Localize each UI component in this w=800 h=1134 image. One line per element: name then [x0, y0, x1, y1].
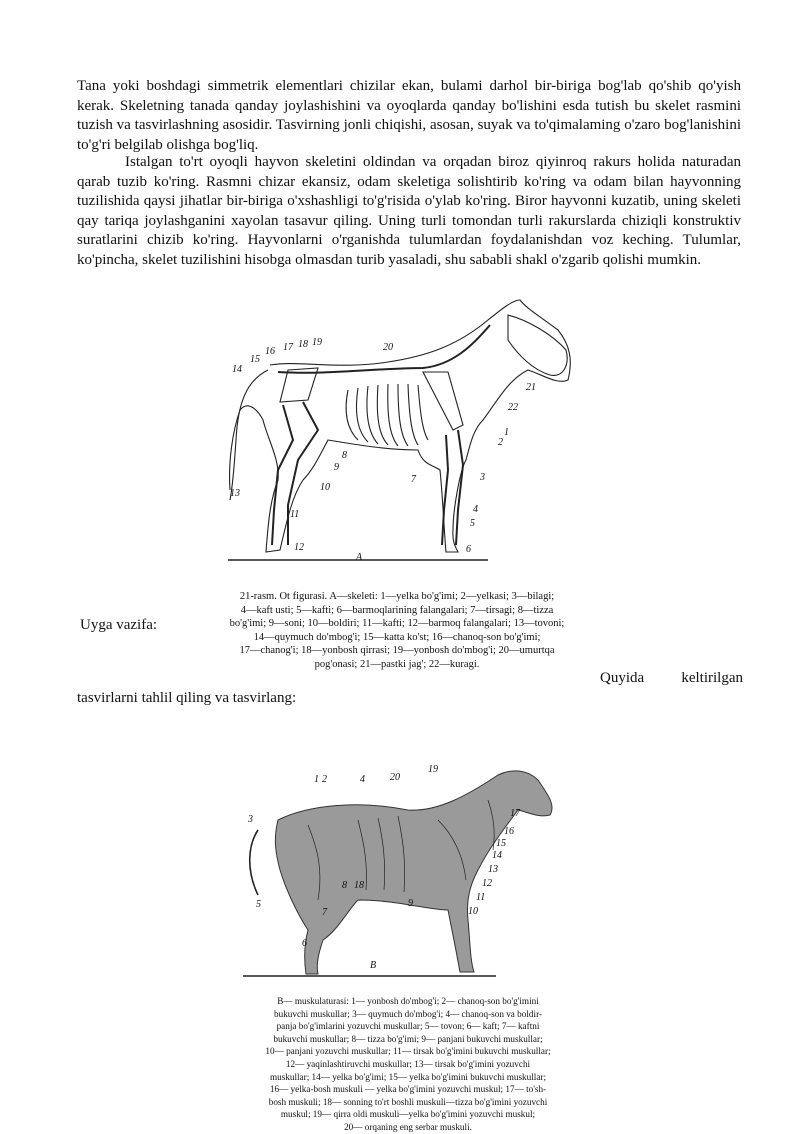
- fig-a-label-12: 12: [294, 542, 304, 553]
- fig-a-label-2: 2: [498, 437, 503, 448]
- fig-a-caption-line: bo'g'imi; 9—soni; 10—boldiri; 11—kafti; 12—barmoq falangalari; 13—tovoni;: [229, 618, 565, 630]
- fig-a-label-7: 7: [411, 474, 416, 485]
- fig-a-label-19: 19: [312, 337, 322, 348]
- fig-a-label-4: 4: [473, 504, 478, 515]
- fig-b-label-11: 11: [476, 892, 486, 903]
- fig-a-label-1: 1: [504, 427, 509, 438]
- fig-b-caption-line: B— muskulaturasi: 1— yonbosh do'mbog'i; 2— chanoq-son bo'g'imini: [277, 996, 539, 1006]
- fig-a-label-8: 8: [342, 450, 347, 461]
- fig-a-label-21: 21: [526, 382, 536, 393]
- fig-b-caption-line: bosh muskuli; 18— sonning to'rt boshli muskuli—tizza bo'g'imini yozuvchi: [268, 1096, 548, 1107]
- fig-b-label-2: 2: [322, 774, 327, 785]
- fig-b-label-13: 13: [488, 864, 498, 875]
- fig-a-label-17: 17: [283, 342, 293, 353]
- fig-a-label-10: 10: [320, 482, 330, 493]
- fig-a-caption-line: pog'onasi; 21—pastki jag'; 22—kuragi.: [314, 658, 480, 670]
- fig-b-label-4: 4: [360, 774, 365, 785]
- fig-a-label-18: 18: [298, 339, 308, 350]
- homework-word: Quyida: [600, 670, 645, 686]
- fig-b-label-7: 7: [322, 907, 327, 918]
- fig-b-label-1: 1: [314, 774, 319, 785]
- fig-a-label-14: 14: [232, 364, 242, 375]
- fig-b-caption-line: 12— yaqinlashtiruvchi muskullar; 13— tirsak bo'g'imini yozuvchi: [285, 1058, 531, 1069]
- fig-b-label-18: 18: [354, 880, 364, 891]
- fig-a-label-9: 9: [334, 462, 339, 473]
- horse-skeleton-figure: [208, 290, 588, 575]
- fig-a-label-3: 3: [480, 472, 485, 483]
- fig-b-label-5: 5: [256, 899, 261, 910]
- fig-b-caption-line: bukuvchi muskullar; 3— quymuch do'mbog'i; 4— chanoq-son va boldir-: [274, 1008, 542, 1019]
- fig-b-caption-line: bukuvchi muskullar; 8— tizza bo'g'imi; 9— panjani bukuvchi muskullar;: [273, 1033, 543, 1044]
- paragraph-1: Tana yoki boshdagi simmetrik elementlari chizilar ekan, bulami darhol bir-biriga bog'lab qo'shib qo'yish kerak. Skeletning tanada qanday joylashishini va oyoqlarda qanday bo'lishini esda tutish bu skelet rasmini tuzish va tasvirlashning asosidir. Tasvirning jonli chiqishi, asosan, suyak va to'qimalaming o'zaro bog'lanishini to'g'ri belgilab olishga bog'liq.: [77, 78, 741, 153]
- fig-b-caption-line: muskullar; 14— yelka bo'g'imi; 15— yelka bo'g'imini bukuvchi muskullar;: [269, 1071, 547, 1082]
- fig-b-label-14: 14: [492, 850, 502, 861]
- fig-b-caption-line: 20— orqaning eng serbar muskuli.: [344, 1121, 472, 1132]
- fig-b-label-16: 16: [504, 826, 514, 837]
- figure-a-caption: [210, 590, 584, 672]
- fig-a-label-15: 15: [250, 354, 260, 365]
- fig-a-caption-line: 21-rasm. Ot figurasi. A—skeleti: 1—yelka bo'g'imi; 2—yelkasi; 3—bilagi;: [239, 591, 555, 602]
- fig-a-label-6: 6: [466, 544, 471, 555]
- fig-a-letter: A: [356, 552, 363, 563]
- fig-b-label-20: 20: [390, 772, 400, 783]
- fig-a-label-5: 5: [470, 518, 475, 529]
- fig-a-caption-line: 14—quymuch do'mbog'i; 15—katta ko'st; 16—chanoq-son bo'g'imi;: [253, 631, 541, 643]
- homework-label: Uyga vazifa:: [80, 617, 158, 633]
- fig-b-label-3: 3: [248, 814, 253, 825]
- fig-a-label-13: 13: [230, 488, 240, 499]
- homework-line1-right: [600, 670, 743, 687]
- fig-b-caption-line: 10— panjani yozuvchi muskullar; 11— tirsak bo'g'imini bukuvchi muskullar;: [265, 1046, 551, 1057]
- homework-line2: tasvirlarni tahlil qiling va tasvirlang:: [77, 690, 297, 706]
- fig-a-caption-line: 17—chanog'i; 18—yonbosh qirrasi; 19—yonbosh do'mbog'i; 20—umurtqa: [239, 645, 555, 657]
- fig-b-label-15: 15: [496, 838, 506, 849]
- horse-muscle-figure: [238, 760, 570, 982]
- fig-b-caption-line: 16— yelka-bosh muskuli — yelka bo'g'imini yozuvchi muskul; 17— to'sh-: [269, 1084, 547, 1095]
- fig-b-label-8: 8: [342, 880, 347, 891]
- fig-b-letter: B: [370, 960, 377, 971]
- paragraph-2: Istalgan to'rt oyoqli hayvon skeletini oldindan va orqadan biroz qiyinroq rakurs holida naturadan qarab tuzib ko'ring. Rasmni chizar ekansiz, odam skeletiga solishtirib ko'ring va odam bilan hayvonning tuzilishida qaysi jihatlar bir-biriga o'xshashligi to'g'risida o'ylab ko'ring. Biror hayvonni kuzatib, uning skeleti qay tariqa joylashganini xayolan tasavur qiling. Uning turli tomondan turli rakurslarda chiziqli konstruktiv suratlarini chizib ko'ring. Hayvonlarni o'rganishda tulumlardan foydalanishdan voz keching. Tulumlar, ko'pincha, skelet tuzilishini hisobga olmasdan turib yasaladi, shu sababli shakl o'zgarib qolishi mumkin.: [77, 154, 741, 268]
- fig-b-label-10: 10: [468, 906, 478, 917]
- fig-a-label-22: 22: [508, 402, 518, 413]
- fig-b-label-17: 17: [510, 808, 520, 819]
- fig-b-label-12: 12: [482, 878, 492, 889]
- fig-a-caption-line: 4—kaft usti; 5—kafti; 6—barmoqlarining falangalari; 7—tirsagi; 8—tizza: [240, 604, 554, 616]
- fig-b-label-9: 9: [408, 898, 413, 909]
- homework-word: keltirilgan: [681, 670, 743, 686]
- fig-a-label-20: 20: [383, 342, 393, 353]
- fig-b-label-6: 6: [302, 938, 307, 949]
- fig-b-caption-line: muskul; 19— qirra oldi muskuli—yelka bo'g'imini yozuvchi muskul;: [280, 1109, 536, 1120]
- fig-a-label-16: 16: [265, 346, 275, 357]
- fig-b-caption-line: panja bo'g'imlarini yozuvchi muskullar; 5— tovon; 6— kaft; 7— kaftni: [276, 1021, 540, 1032]
- fig-a-label-11: 11: [290, 509, 300, 520]
- fig-b-label-19: 19: [428, 764, 438, 775]
- figure-b-caption: [243, 995, 573, 1134]
